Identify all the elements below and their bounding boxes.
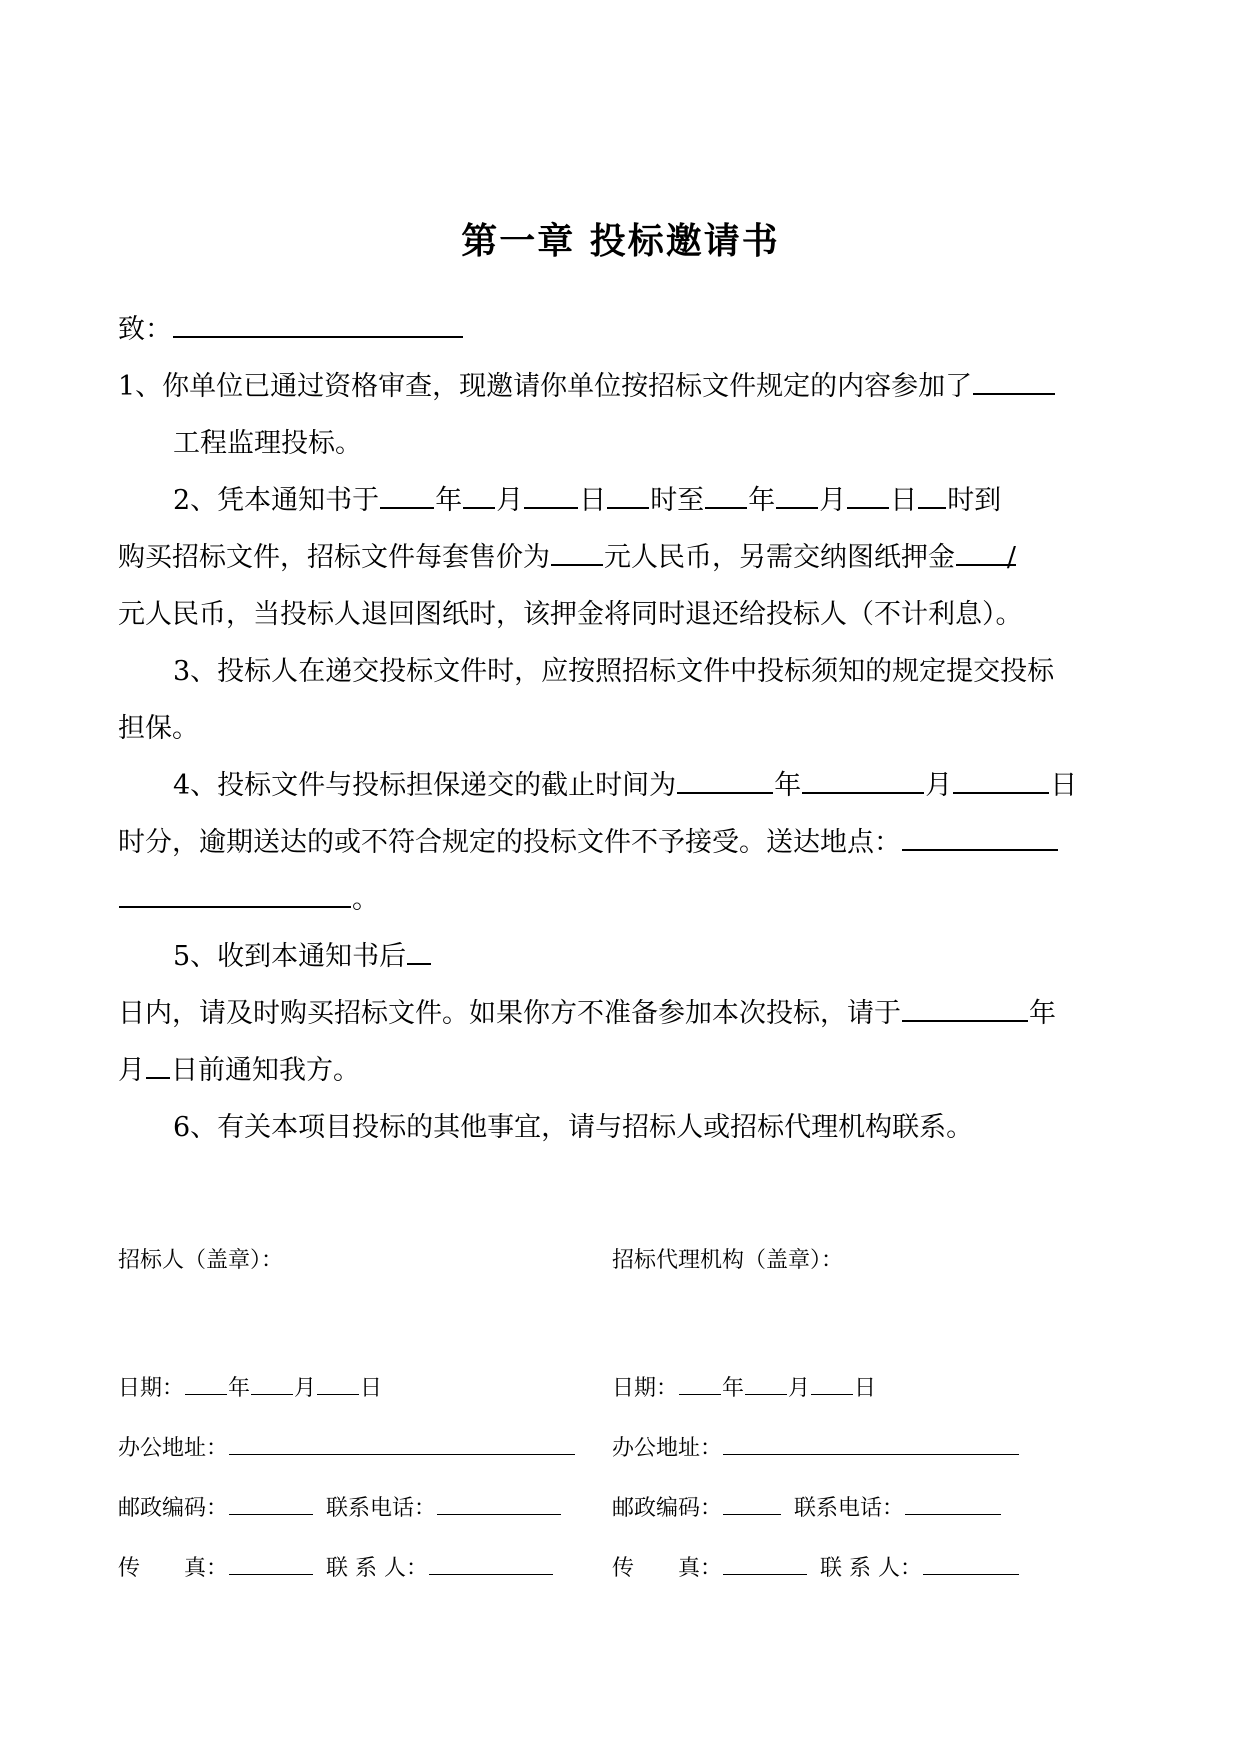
agency-address-blank[interactable] <box>723 1432 1019 1455</box>
year-label: 年 <box>748 485 776 516</box>
sale-start-hour-blank[interactable] <box>607 481 649 509</box>
paragraph-5-line-1 <box>173 937 432 977</box>
agency-year-blank[interactable] <box>679 1372 721 1395</box>
tenderer-postcode-phone <box>118 1492 562 1525</box>
sale-end-hour-blank[interactable] <box>918 481 946 509</box>
tenderer-fax-contact <box>118 1552 554 1585</box>
notice-end-text: 日前通知我方。 <box>171 1055 360 1086</box>
sale-start-day-blank[interactable] <box>524 481 578 509</box>
paragraph-2-line-3: 元人民币，当投标人退回图纸时，该押金将同时退还给投标人（不计利息）。 <box>118 599 1023 630</box>
paragraph-1-text: 1、你单位已通过资格审查，现邀请你单位按招标文件规定的内容参加了 <box>118 371 973 402</box>
delivery-place-text: 时分，逾期送达的或不符合规定的投标文件不予接受。送达地点： <box>118 827 901 858</box>
tenderer-phone-blank[interactable] <box>437 1492 561 1515</box>
paragraph-5-line-3 <box>118 1051 360 1091</box>
paragraph-1-line-1 <box>118 367 1056 407</box>
year-label: 年 <box>774 770 802 801</box>
fax-label: 传 真： <box>118 1556 229 1581</box>
contact-label: 联 系 人： <box>820 1556 923 1581</box>
tenderer-day-blank[interactable] <box>317 1372 359 1395</box>
tenderer-seal: 招标人（盖章）： <box>118 1248 284 1273</box>
paragraph-4-line-2 <box>118 823 1059 863</box>
day-label: 日 <box>579 485 607 516</box>
deadline-day-blank[interactable] <box>953 766 1049 794</box>
addressee-label: 致： <box>118 314 172 345</box>
deadline-month-blank[interactable] <box>802 766 924 794</box>
tenderer-postcode-blank[interactable] <box>229 1492 313 1515</box>
paragraph-6: 6、有关本项目投标的其他事宜，请与招标人或招标代理机构联系。 <box>173 1112 974 1143</box>
hour-to-label: 时至 <box>650 485 705 516</box>
tenderer-address <box>118 1432 576 1465</box>
agency-month-blank[interactable] <box>745 1372 787 1395</box>
sale-start-month-blank[interactable] <box>463 481 495 509</box>
tenderer-year-blank[interactable] <box>185 1372 227 1395</box>
paragraph-1-line-2: 工程监理投标。 <box>173 428 362 459</box>
postcode-label: 邮政编码： <box>612 1496 723 1521</box>
month-label: 月 <box>496 485 524 516</box>
month-label: 月 <box>118 1055 145 1086</box>
day-label: 日 <box>1050 770 1078 801</box>
paragraph-4-line-3 <box>118 880 379 920</box>
month-label: 月 <box>294 1376 317 1401</box>
day-label: 日 <box>890 485 918 516</box>
sale-start-year-blank[interactable] <box>380 481 434 509</box>
days-text: 5、收到本通知书后 <box>173 941 407 972</box>
agency-address <box>612 1432 1020 1465</box>
month-label: 月 <box>819 485 847 516</box>
fax-label: 传 真： <box>612 1556 723 1581</box>
drawing-deposit-blank[interactable] <box>956 538 1016 573</box>
addressee-line <box>118 310 464 350</box>
price-text: 购买招标文件，招标文件每套售价为 <box>118 542 550 573</box>
postcode-label: 邮政编码： <box>118 1496 229 1521</box>
month-label: 月 <box>788 1376 811 1401</box>
year-label: 年 <box>435 485 463 516</box>
date-label: 日期： <box>612 1376 679 1401</box>
tenderer-contact-blank[interactable] <box>429 1552 553 1575</box>
day-label: 日 <box>854 1376 877 1401</box>
deadline-year-blank[interactable] <box>677 766 773 794</box>
agency-fax-contact <box>612 1552 1020 1585</box>
address-label: 办公地址： <box>118 1436 229 1461</box>
sale-end-month-blank[interactable] <box>776 481 818 509</box>
agency-seal: 招标代理机构（盖章）： <box>612 1248 844 1273</box>
tenderer-month-blank[interactable] <box>251 1372 293 1395</box>
agency-postcode-blank[interactable] <box>723 1492 781 1515</box>
paragraph-5-line-2 <box>118 994 1056 1034</box>
paragraph-4-line-1 <box>173 766 1077 806</box>
paragraph-3-line-2: 担保。 <box>118 713 199 744</box>
address-label: 办公地址： <box>612 1436 723 1461</box>
tenderer-fax-blank[interactable] <box>229 1552 313 1575</box>
deposit-text: 元人民币，另需交纳图纸押金 <box>604 542 955 573</box>
agency-contact-blank[interactable] <box>923 1552 1019 1575</box>
deadline-text: 4、投标文件与投标担保递交的截止时间为 <box>173 770 677 801</box>
page-title: 第一章 投标邀请书 <box>461 220 780 262</box>
notice-day-blank[interactable] <box>146 1051 170 1079</box>
tenderer-address-blank[interactable] <box>229 1432 575 1455</box>
contact-label: 联 系 人： <box>326 1556 429 1581</box>
paragraph-2-line-2 <box>118 538 1017 578</box>
notice-text: 日内，请及时购买招标文件。如果你方不准备参加本次投标，请于 <box>118 998 901 1029</box>
agency-day-blank[interactable] <box>811 1372 853 1395</box>
paragraph-2-prefix: 2、凭本通知书于 <box>173 485 380 516</box>
project-name-blank[interactable] <box>973 367 1055 395</box>
addressee-blank[interactable] <box>173 310 463 338</box>
tenderer-date <box>118 1372 382 1405</box>
agency-phone-blank[interactable] <box>905 1492 1001 1515</box>
agency-date <box>612 1372 876 1405</box>
year-label: 年 <box>228 1376 251 1401</box>
phone-label: 联系电话： <box>326 1496 437 1521</box>
paragraph-2-line-1 <box>173 481 1001 521</box>
days-blank[interactable] <box>407 937 431 965</box>
delivery-place-blank[interactable] <box>902 823 1058 851</box>
phone-label: 联系电话： <box>794 1496 905 1521</box>
hour-at-label: 时到 <box>947 485 1002 516</box>
agency-fax-blank[interactable] <box>723 1552 807 1575</box>
period: 。 <box>352 884 379 915</box>
delivery-place-blank-2[interactable] <box>119 880 351 908</box>
agency-postcode-phone <box>612 1492 1002 1525</box>
notice-year-blank[interactable] <box>902 994 1028 1022</box>
day-label: 日 <box>360 1376 383 1401</box>
paragraph-3-line-1: 3、投标人在递交投标文件时，应按照招标文件中投标须知的规定提交投标 <box>173 656 1055 687</box>
month-label: 月 <box>925 770 953 801</box>
sale-end-day-blank[interactable] <box>847 481 889 509</box>
year-label: 年 <box>1029 998 1056 1029</box>
document-price-blank[interactable] <box>551 538 603 566</box>
date-label: 日期： <box>118 1376 185 1401</box>
deposit-value: / <box>1006 542 1016 573</box>
sale-end-year-blank[interactable] <box>705 481 747 509</box>
year-label: 年 <box>722 1376 745 1401</box>
